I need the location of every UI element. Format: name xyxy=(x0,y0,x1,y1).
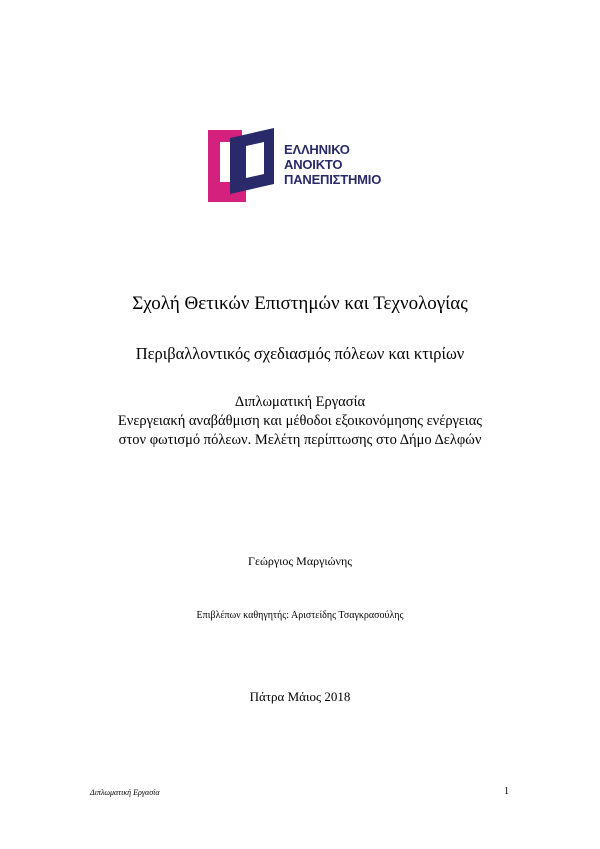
logo-wordmark xyxy=(284,142,381,187)
logo-line-3: ΠΑΝΕΠΙΣΤΗΜΙΟ xyxy=(284,172,382,187)
supervisor-line: Επιβλέπων καθηγητής: Αριστείδης Τσαγκρασούλης xyxy=(196,610,404,621)
place-and-date: Πάτρα Μάιος 2018 xyxy=(249,689,351,704)
thesis-title-line-1: Ενεργειακή αναβάθμιση και μέθοδοι εξοικονόμησης ενέργειας xyxy=(117,413,483,429)
logo-line-2: ΑΝΟΙΚΤΟ xyxy=(284,157,343,172)
page-number: 1 xyxy=(504,786,509,797)
logo-line-1: ΕΛΛΗΝΙΚΟ xyxy=(284,142,350,157)
footer-label: Διπλωματική Εργασία xyxy=(90,788,160,797)
eap-logo-icon xyxy=(208,128,282,202)
thesis-type-label: Διπλωματική Εργασία xyxy=(234,394,366,410)
program-name: Περιβαλλοντικός σχεδιασμός πόλεων και κτιρίων xyxy=(135,344,465,363)
school-name: Σχολή Θετικών Επιστημών και Τεχνολογίας xyxy=(132,293,468,314)
thesis-title xyxy=(0,412,600,450)
university-logo xyxy=(208,128,398,202)
thesis-title-line-2: στον φωτισμό πόλεων. Μελέτη περίπτωσης στο Δήμο Δελφών xyxy=(118,432,482,448)
author-name: Γεώργιος Μαργιώνης xyxy=(248,554,352,568)
